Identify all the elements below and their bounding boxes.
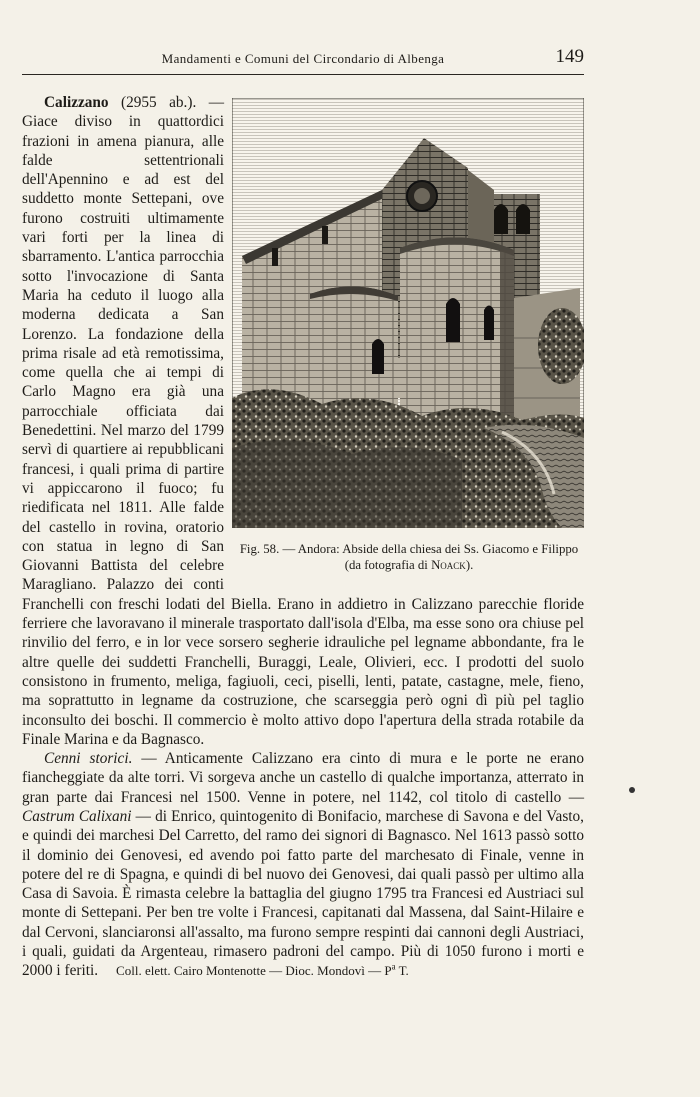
caption-main: Fig. 58. — Andora: Abside della chiesa dei Ss. Giacomo e Filippo (da fotografia di bbox=[239, 542, 579, 572]
history-latin-name: Castrum Calixani bbox=[22, 807, 132, 825]
article-body bbox=[22, 93, 584, 981]
paragraph-history bbox=[22, 749, 584, 981]
running-header bbox=[22, 44, 584, 72]
electoral-note bbox=[116, 963, 409, 978]
caption-credit: Noack bbox=[431, 558, 466, 572]
figure-58 bbox=[232, 98, 584, 573]
history-text-1: — Anticamente Calizzano era cinto di mura e le porte ne erano fiancheggiate da alte torri. Vi sorgeva anche un castello di qualche importanza, atterrato in gran parte dai Francesi nel 1500. Venne in potere, nel 1142, col titolo di castello — bbox=[22, 750, 584, 806]
figure-caption bbox=[232, 541, 584, 573]
history-text-2: — di Enrico, quintogenito di Bonifacio, marchese di Savona e del Vasto, e quindi dei marchesi Del Carretto, del ramo dei signori di Bagnasco. Nel 1613 passò sotto il dominio dei Genovesi, ed avendo poi fatto parte del marchesato di Finale, venne in potere del re di Spagna, e quindi di bel nuovo dei Genovesi, dai quali passò per ultimo alla Casa di Savoia. È rimasta celebre la battaglia del giugno 1795 tra Francesi ed Austriaci sul monte di Settepani. Per ben tre volte i Francesi, capitanati dal Massena, dal Saint-Hilaire e dal Cervoni, slanciaronsi all'assalto, ma furono sempre respinti dai cannoni degli Austriaci, i quali, guidati da Argenteau, rimasero padroni del campo. Più di 1050 furono i morti e 2000 i feriti. bbox=[22, 807, 584, 980]
electoral-note-text: Coll. elett. Cairo Montenotte — Dioc. Mondovì — P bbox=[116, 963, 392, 979]
church-apse-engraving bbox=[232, 98, 584, 528]
header-rule bbox=[22, 74, 584, 75]
history-heading: Cenni storici. bbox=[44, 750, 133, 768]
page-number: 149 bbox=[555, 46, 584, 67]
margin-dot bbox=[629, 787, 635, 793]
running-title: Mandamenti e Comuni del Circondario di Albenga bbox=[161, 51, 445, 66]
entry-heading: Calizzano bbox=[44, 94, 109, 111]
entry-description: — Giace diviso in quattordici frazioni in amena pianura, alle falde settentrionali dell'Apennino e ad est del suddetto monte Settepani, ove furono costruiti ultimamente vari forti per la linea di sbarramento. L'antica parrocchia sotto l'invocazione di Santa Maria ha ceduto il luogo alla moderna dedicata a San Lorenzo. La fondazione della prima risale ad età remotissima, come quella che ai tempi di Carlo Magno era già una parrocchiale officiata dai Benedettini. Nel marzo del 1799 servì di quartiere ai repubblicani francesi, i quali prima di partire vi appiccarono il fuoco; fu riedificata nel 1811. Alle falde del castello in rovina, oratorio con statua in legno di San Giovanni Battista del celebre Maragliano. Palazzo dei conti Franchelli con freschi lodati del Biella. Erano in addietro in Calizzano parecchie floride ferriere che lavoravano il minerale trasportato dall'isola d'Elba, ma esse sono ora chiuse pel rinvilio del ferro, e in lor vece sorsero segherie idrauliche pel legname abbondante, fra le altre quelle dei suddetti Franchelli, Buraggi, Leale, Olivieri, ecc. I prodotti del suolo consistono in frumento, meliga, fagiuoli, ceci, piselli, lenti, patate, castagne, mele, fieno, ma soprattutto in legname da costruzione, che scarseggia però ogni dì più pel taglio inconsulto dei boschi. Il commercio è molto attivo dopo l'apertura della strada rotabile da Finale Marina e da Bagnasco. bbox=[22, 94, 584, 748]
entry-population: (2955 ab.). bbox=[121, 94, 197, 111]
electoral-note-sup: a bbox=[391, 962, 396, 973]
electoral-note-end: T. bbox=[395, 963, 409, 979]
caption-end: ). bbox=[465, 558, 474, 572]
